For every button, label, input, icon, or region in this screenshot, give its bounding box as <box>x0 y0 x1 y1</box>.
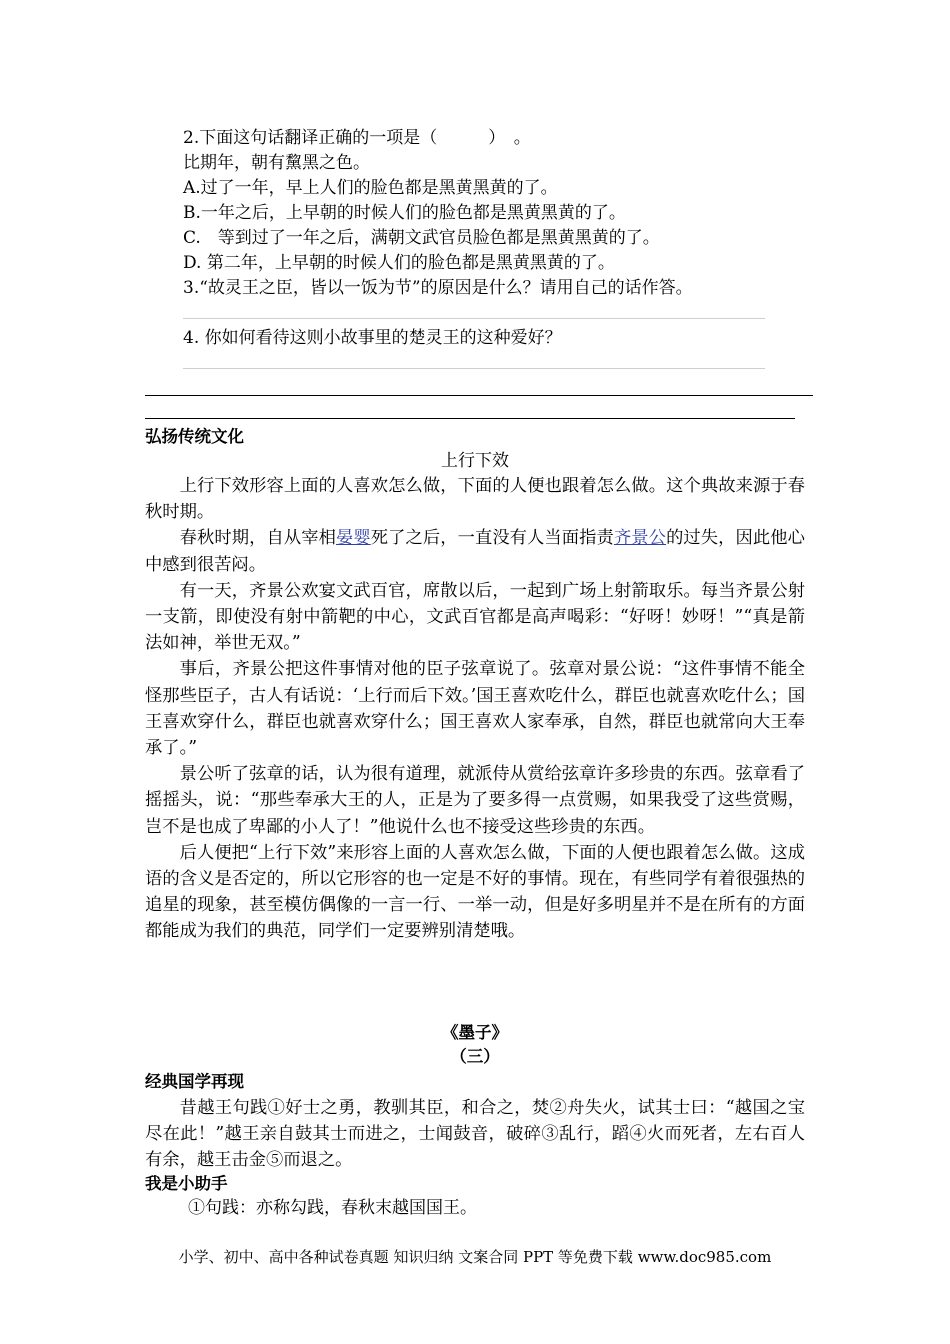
option-d: D. 第二年，上早朝的时候人们的脸色都是黑黄黑黄的了。 <box>183 253 615 273</box>
classic-body <box>145 1095 805 1174</box>
story-title: 上行下效 <box>441 451 509 471</box>
question-2: 2.下面这句话翻译正确的一项是（ ） 。 <box>183 128 531 148</box>
link-yan-ying[interactable]: 晏婴 <box>335 528 371 549</box>
question-2-sentence: 比期年，朝有黧黑之色。 <box>183 153 370 173</box>
story-paragraph-1: 上行下效形容上面的人喜欢怎么做，下面的人便也跟着怎么做。这个典故来源于春秋时期。 <box>145 476 805 523</box>
classic-heading: 经典国学再现 <box>145 1072 244 1091</box>
story-paragraph-3: 有一天，齐景公欢宴文武百官，席散以后，一起到广场上射箭取乐。每当齐景公射一支箭，即使没有射中箭靶的中心，文武百官都是高声喝彩：“好呀！妙呀！”“真是箭法如神，举世无双。” <box>145 580 805 654</box>
option-a: A.过了一年，早上人们的脸色都是黑黄黑黄的了。 <box>183 178 558 198</box>
helper-heading: 我是小助手 <box>145 1174 228 1193</box>
mozi-title: 《墨子》 <box>442 1023 508 1042</box>
question-3: 3.“故灵王之臣，皆以一饭为节”的原因是什么？请用自己的话作答。 <box>183 278 693 298</box>
divider-2 <box>145 418 795 419</box>
link-qi-jing-gong[interactable]: 齐景公 <box>613 528 667 549</box>
option-b: B.一年之后，上早朝的时候人们的脸色都是黑黄黑黄的了。 <box>183 203 626 223</box>
note-1: ①句践：亦称勾践，春秋末越国国王。 <box>188 1198 477 1218</box>
answer-line-4[interactable] <box>183 368 765 369</box>
footer-text: 小学、初中、高中各种试卷真题 知识归纳 文案合同 PPT 等免费下载 www.doc985.com <box>178 1248 772 1266</box>
option-c: C. 等到过了一年之后，满朝文武官员脸色都是黑黄黑黄的了。 <box>183 228 660 248</box>
story-paragraph-6: 后人便把“上行下效”来形容上面的人喜欢怎么做，下面的人便也跟着怎么做。这成语的含义是否定的，所以它形容的也一定是不好的事情。现在，有些同学有着很强热的追星的现象，甚至模仿偶像的一言一行、一举一动，但是好多明星并不是在所有的方面都能成为我们的典范，同学们一定要辨别清楚哦。 <box>145 842 805 942</box>
question-4: 4. 你如何看待这则小故事里的楚灵王的这种爱好？ <box>183 328 562 348</box>
story-paragraph-4: 事后，齐景公把这件事情对他的臣子弦章说了。弦章对景公说：“这件事情不能全怪那些臣子，古人有话说：‘上行而后下效。’国王喜欢吃什么，群臣也就喜欢吃什么；国王喜欢穿什么，群臣也就喜欢穿什么；国王喜欢人家奉承，自然，群臣也就常向大王奉承了。” <box>145 659 805 759</box>
divider-1 <box>145 395 813 396</box>
story-paragraph-5: 景公听了弦章的话，认为很有道理，就派侍从赏给弦章许多珍贵的东西。弦章看了摇摇头，说：“那些奉承大王的人，正是为了要多得一点赏赐，如果我受了这些赏赐，岂不是也成了卑鄙的小人了！”他说什么也不接受这些珍贵的东西。 <box>145 764 805 837</box>
story-body <box>145 473 805 945</box>
answer-line-3[interactable] <box>183 318 765 319</box>
classic-text: 昔越王句践①好士之勇，教驯其臣，和合之，焚②舟失火，试其士曰：“越国之宝尽在此！”越王亲自鼓其士而进之，士闻鼓音，破碎③乱行，蹈④火而死者，左右百人有余，越王击金⑤而退之。 <box>145 1098 805 1171</box>
culture-heading: 弘扬传统文化 <box>145 427 244 446</box>
story-paragraph-2: 春秋时期，自从宰相晏婴死了之后，一直没有人当面指责齐景公的过失，因此他心中感到很苦闷。 <box>145 528 805 575</box>
mozi-subtitle: （三） <box>450 1047 500 1066</box>
